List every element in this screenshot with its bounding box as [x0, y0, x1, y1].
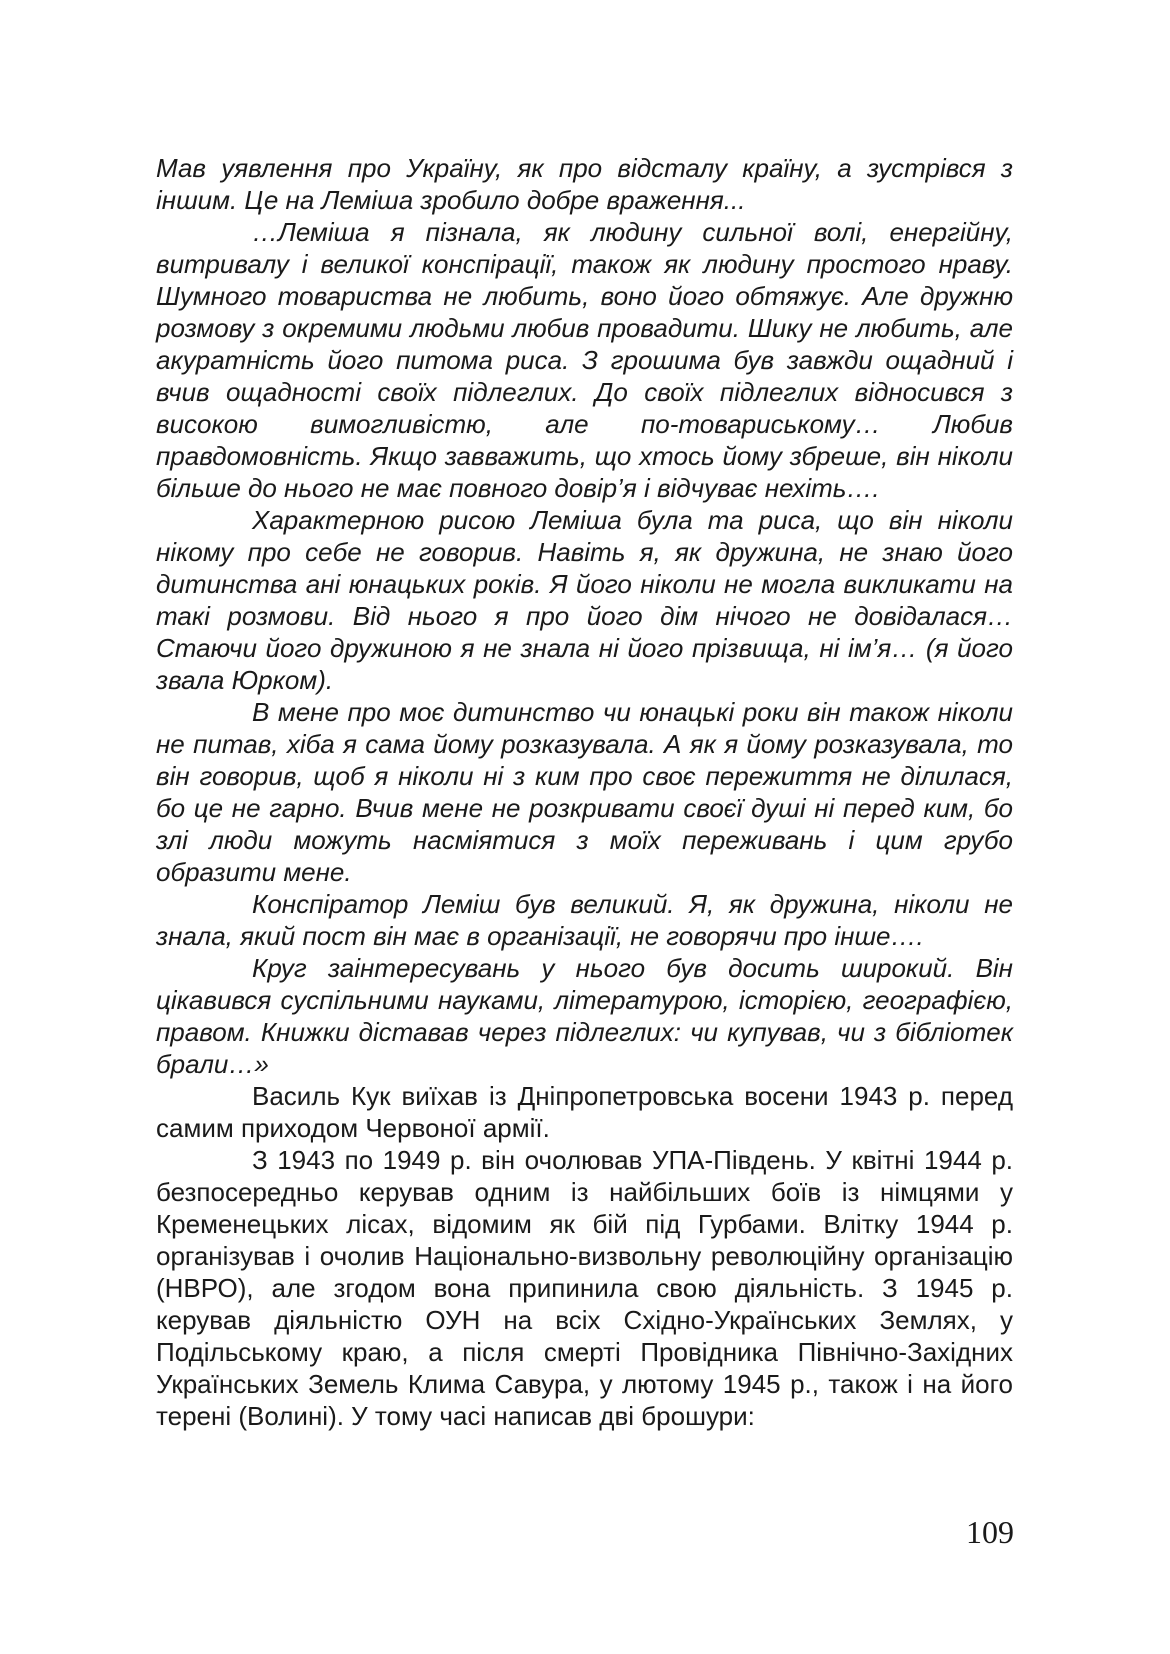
quote-paragraph: Конспіратор Леміш був великий. Я, як дружина, ніколи не знала, який пост він має в організації, не говорячи про інше…. — [156, 889, 1013, 951]
body-paragraph: Василь Кук виїхав із Дніпропетровська восени 1943 р. перед самим приходом Червоної армії. — [156, 1081, 1013, 1143]
quote-paragraph: В мене про моє дитинство чи юнацькі роки він також ніколи не питав, хіба я сама йому розказувала. А як я йому розказувала, то він говорив, щоб я ніколи ні з ким про своє пережиття не ділилася, бо це не гарно. Вчив мене не розкривати своєї душі ні перед ким, бо злі люди можуть насміятися з моїх переживань і цим грубо образити мене. — [156, 697, 1013, 887]
main-text — [156, 1080, 1013, 1432]
quoted-memoir — [156, 152, 1013, 1080]
quote-paragraph: Круг заінтересувань у нього був досить широкий. Він цікавився суспільними науками, літературою, історією, географією, правом. Книжки діставав через підлеглих: чи купував, чи з бібліотек брали…» — [156, 953, 1013, 1079]
page-body — [156, 152, 1013, 1432]
quote-paragraph: …Леміша я пізнала, як людину сильної волі, енергійну, витривалу і великої конспірації, також як людину простого нраву. Шумного товариства не любить, воно його обтяжує. Але дружню розмову з окремими людьми любив провадити. Шику не любить, але акуратність його питома риса. З грошима був завжди ощадний і вчив ощадності своїх підлеглих. До своїх підлеглих відносився з високою вимогливістю, але по-товариському… Любив правдомовність. Якщо завважить, що хтось йому збреше, він ніколи більше до нього не має повного довір’я і відчуває нехіть…. — [156, 217, 1013, 503]
page-number: 109 — [966, 1514, 1014, 1550]
quote-paragraph: Мав уявлення про Україну, як про відсталу країну, а зустрівся з іншим. Це на Леміша зробило добре враження... — [156, 153, 1013, 215]
quote-paragraph: Характерною рисою Леміша була та риса, що він ніколи нікому про себе не говорив. Навіть я, як дружина, не знаю його дитинства ані юнацьких років. Я його ніколи не могла викликати на такі розмови. Від нього я про його дім нічого не довідалася… Стаючи його дружиною я не знала ні його прізвища, ні ім’я… (я його звала Юрком). — [156, 505, 1013, 695]
body-paragraph: З 1943 по 1949 р. він очолював УПА-Південь. У квітні 1944 р. безпосередньо керував одним із найбільших боїв із німцями у Кременецьких лісах, відомим як бій під Гурбами. Влітку 1944 р. організував і очолив Національно-визвольну революційну організацію (НВРО), але згодом вона припинила свою діяльність. З 1945 р. керував діяльністю ОУН на всіх Східно-Українських Землях, у Подільському краю, а після смерті Провідника Північно-Західних Українських Земель Клима Савура, у лютому 1945 р., також і на його терені (Волині). У тому часі написав дві брошури: — [156, 1145, 1013, 1431]
